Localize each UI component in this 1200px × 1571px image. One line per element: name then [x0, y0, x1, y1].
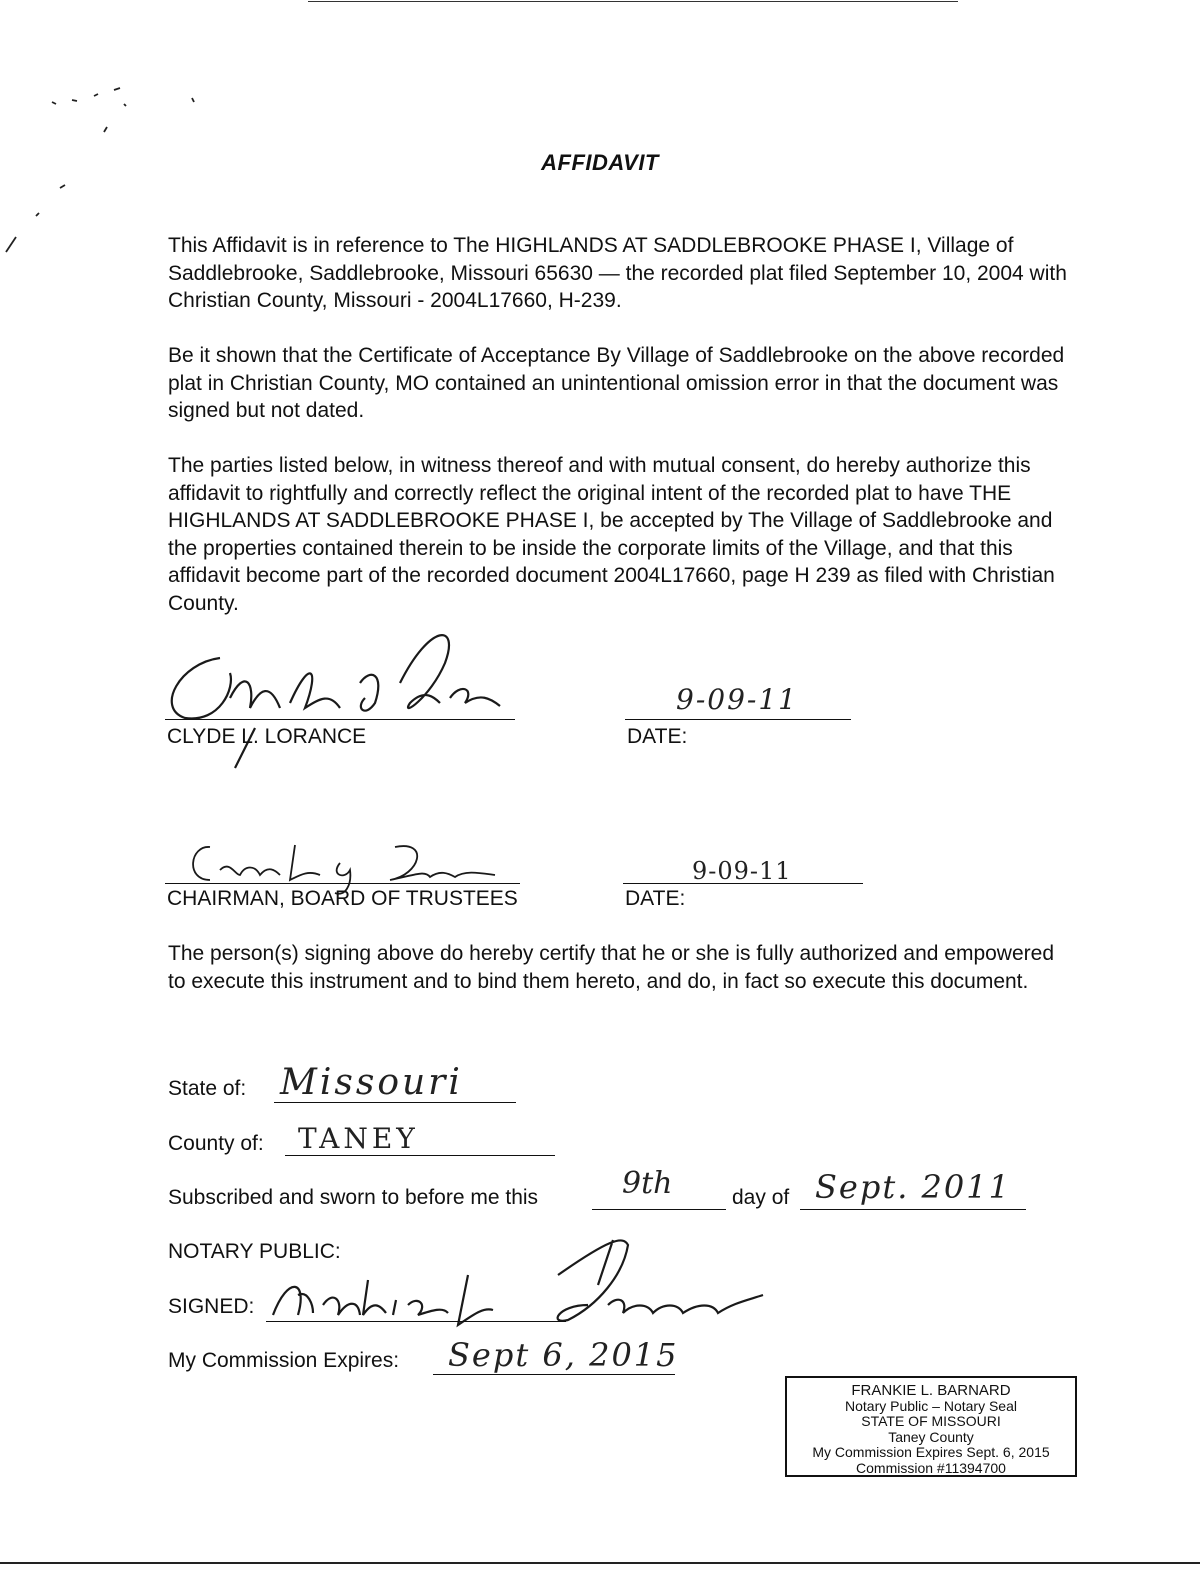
commission-value: Sept 6, 2015	[448, 1336, 679, 1374]
seal-name: FRANKIE L. BARNARD	[851, 1382, 1011, 1399]
signature-line-1	[165, 719, 515, 720]
date-label-1: DATE:	[627, 725, 688, 748]
signed-line	[266, 1321, 566, 1322]
signature-line-2	[165, 883, 520, 884]
sworn-label: Subscribed and sworn to before me this	[168, 1186, 539, 1209]
day-of-label: day of	[732, 1186, 790, 1209]
seal-state: STATE OF MISSOURI	[861, 1413, 1001, 1429]
county-value: TANEY	[298, 1122, 419, 1155]
notary-signature	[268, 1235, 788, 1335]
state-label: State of:	[168, 1077, 247, 1100]
top-scan-rule	[308, 1, 958, 2]
commission-line	[433, 1374, 675, 1375]
scan-marks	[0, 40, 220, 220]
signed-label: SIGNED:	[168, 1295, 255, 1318]
notary-public-label: NOTARY PUBLIC:	[168, 1240, 341, 1263]
sworn-day: 9th	[622, 1166, 673, 1201]
seal-county: Taney County	[888, 1428, 974, 1445]
seal-title: Notary Public – Notary Seal	[845, 1397, 1017, 1414]
sworn-month-line	[800, 1209, 1026, 1210]
paragraph-omission: Be it shown that the Certificate of Acceptance By Village of Saddlebrooke on the above recorded plat in Christian County, MO contained an unintentional omission error in that the document was signed but not dated.	[168, 344, 1065, 422]
notary-seal	[785, 1376, 1077, 1477]
county-label: County of:	[168, 1132, 264, 1155]
signature-name-2: CHAIRMAN, BOARD OF TRUSTEES	[167, 887, 518, 910]
state-line	[274, 1102, 516, 1103]
paragraph-authorization: The parties listed below, in witness thereof and with mutual consent, do hereby authorize this affidavit to rightfully and correctly reflect the original intent of the recorded plat to have THE HIGHLANDS AT SADDLEBROOKE PHASE I, be accepted by The Village of Saddlebrooke and the properties contained therein to be inside the corporate limits of the Village, and that this affidavit become part of the recorded document 2004L17660, page H 239 as filed with Christian County.	[168, 454, 1055, 615]
sworn-month-year: Sept. 2011	[815, 1168, 1011, 1206]
paragraph-certification: The person(s) signing above do hereby certify that he or she is fully authorized and empowered to execute this instrument and to bind them hereto, and do, in fact so execute this document.	[168, 942, 1054, 993]
seal-expiration: My Commission Expires Sept. 6, 2015	[812, 1444, 1050, 1460]
chairman-signature	[180, 835, 510, 895]
commission-label: My Commission Expires:	[168, 1349, 400, 1372]
bottom-scan-rule	[0, 1562, 1200, 1564]
lorance-signature	[160, 628, 520, 778]
date-label-2: DATE:	[625, 887, 686, 910]
state-value: Missouri	[280, 1062, 463, 1103]
county-line	[285, 1155, 555, 1156]
date-line-2	[623, 883, 863, 884]
signature-name-1: CLYDE L. LORANCE	[167, 725, 367, 748]
paragraph-reference: This Affidavit is in reference to The HIGHLANDS AT SADDLEBROOKE PHASE I, Village of Saddlebrooke, Saddlebrooke, Missouri 65630 — the recorded plat filed September 10, 2004 with Christian County, Missouri - 2004L17660, H-239.	[168, 234, 1067, 312]
document-title: AFFIDAVIT	[541, 150, 659, 175]
seal-commission-number: Commission #11394700	[856, 1459, 1006, 1476]
date-line-1	[625, 719, 851, 720]
handwritten-date-2: 9-09-11	[692, 857, 792, 885]
sworn-day-line	[592, 1209, 726, 1210]
handwritten-date-1: 9-09-11	[676, 683, 798, 716]
